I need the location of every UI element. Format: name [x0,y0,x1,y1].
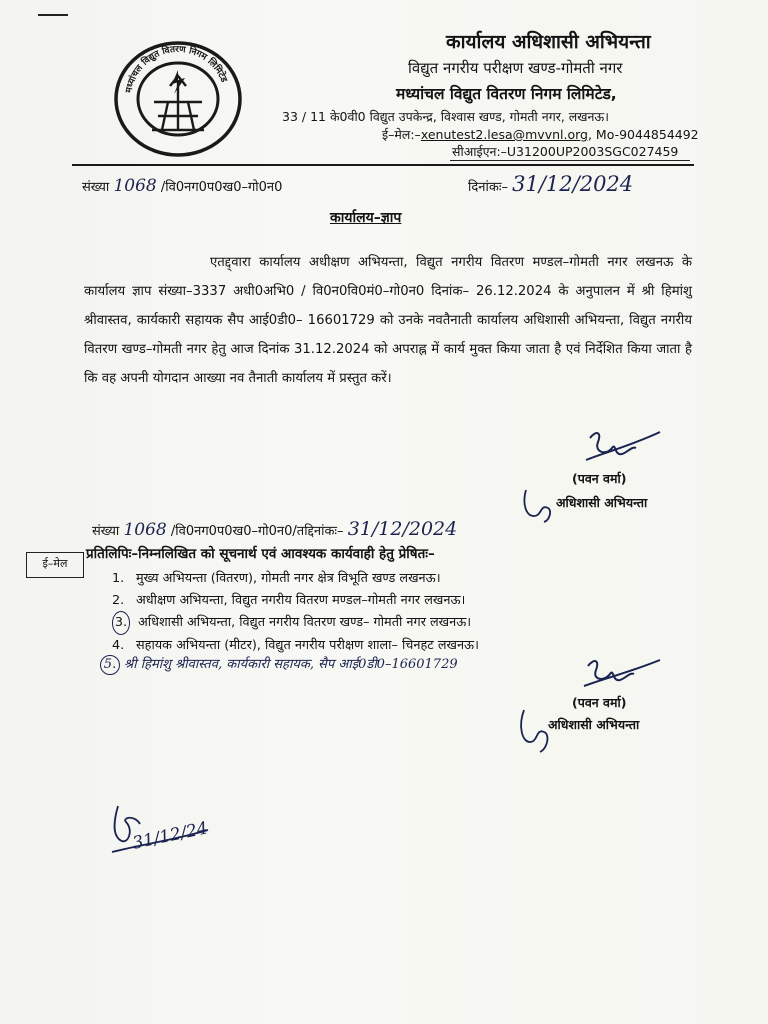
copy-list [112,568,479,656]
list-number: 4. [112,637,125,653]
email-link[interactable]: xenutest2.lesa@mvvnl.org [420,127,588,142]
email-label: ई–मेल:– [382,127,421,142]
memo-title: कार्यालय–ज्ञाप [330,210,402,226]
body-paragraph [84,248,692,393]
initials-mark-1 [520,486,556,526]
date-line [468,172,633,196]
handwritten-list-item [100,654,458,675]
office-title: कार्यालय अधिशासी अभियन्ता [446,31,651,53]
list-text: अधीक्षण अभियन्ता, विद्युत नगरीय वितरण मण्डल–गोमती नगर लखनऊ। [136,592,466,608]
reference-line [82,176,282,196]
company-name: मध्यांचल विद्युत वितरण निगम लिमिटेड, [396,85,617,103]
list-text: अधिशासी अभियन्ता, विद्युत नगरीय वितरण खण्ड– गोमती नगर लखनऊ। [138,615,472,630]
logo-ring-text: मध्यांचल विद्युत वितरण निगम लिमिटेड [124,44,229,94]
copy-ref-number: 1068 [123,520,167,540]
copy-heading: प्रतिलिपिः–निम्नलिखित को सूचनार्थ एवं आवश्यक कार्यवाही हेतु प्रेषितः– [86,546,435,562]
corner-mark [38,14,68,16]
cin-underline [450,160,690,161]
copy-reference-line [92,518,457,540]
signatory-designation-2: अधिशासी अभियन्ता [548,717,640,732]
email-stamp-box [26,552,84,578]
initials-mark-2 [516,706,556,756]
header-rule [72,164,694,166]
signature-scribble-1 [576,426,666,476]
body-rest: मण्डल–गोमती नगर लखनऊ के कार्यालय ज्ञाप संख्या–3337 अधी0अभि0 / वि0न0वि0मं0–गो0न0 दिनांक– 26.12.2024 के अनुपालन में श्री हिमांशु श्रीवास्तव, कार्यकारी सहायक सैप आई0डी0– 16601729 को उनके नवतैनाती कार्यालय अधिशासी अभियन्ता, विद्युत नगरीय वितरण खण्ड–गोमती नगर हेतु आज दिनांक 31.12.2024 को अपराह्न में कार्य मुक्त किया जाता है एवं निर्देशित किया जाता है कि वह अपनी योगदान आख्या नव तैनाती कार्यालय में प्रस्तुत करें। [84,255,692,386]
mobile-number: , Mo-9044854492 [587,127,699,142]
email-stamp-text: ई–मेल [42,557,68,570]
list-item [112,568,479,590]
signatory-name-2: (पवन वर्मा) [572,695,627,710]
body-lead: एतद्द्वारा कार्यालय अधीक्षण अभियन्ता, विद्युत नगरीय वितरण [210,255,524,270]
date-value: 31/12/2024 [512,172,634,196]
handwritten-text: श्री हिमांशु श्रीवास्तव, कार्यकारी सहायक, सैप आई0डी0–16601729 [124,657,458,672]
division-name: विद्युत नगरीय परीक्षण खण्ड-गोमती नगर [408,59,623,77]
list-number: 2. [112,592,125,608]
contact-line [382,126,699,143]
list-item [112,635,479,657]
date-label: दिनांकः– [468,180,508,195]
list-text: मुख्य अभियन्ता (वितरण), गोमती नगर क्षेत्र विभूति खण्ड लखनऊ। [136,571,441,586]
ref-code: /वि0नग0प0ख0–गो0न0 [160,180,283,195]
copy-ref-label: संख्या [92,524,120,539]
cin-number: सीआईएन:–U31200UP2003SGC027459 [452,144,679,159]
list-item [112,611,479,635]
copy-ref-date: 31/12/2024 [347,518,458,540]
list-item [112,590,479,612]
copy-ref-code: /वि0नग0प0ख0–गो0न0/तद्दिनांकः– [170,524,344,539]
list-number: 1. [112,571,125,586]
company-logo [112,40,244,158]
office-address: 33 / 11 के0वी0 विद्युत उपकेन्द्र, विश्वास खण्ड, गोमती नगर, लखनऊ। [282,109,609,124]
list-text: सहायक अभियन्ता (मीटर), विद्युत नगरीय परीक्षण शाला– चिनहट लखनऊ। [136,637,479,653]
ref-label: संख्या [82,180,110,195]
signatory-name-1: (पवन वर्मा) [572,471,627,486]
handwritten-number: 5. [100,655,120,675]
bottom-date: 31/12/24 [130,818,210,854]
ref-number: 1068 [113,176,157,196]
signatory-designation-1: अधिशासी अभियन्ता [556,495,648,510]
list-number: 3. [112,611,130,635]
